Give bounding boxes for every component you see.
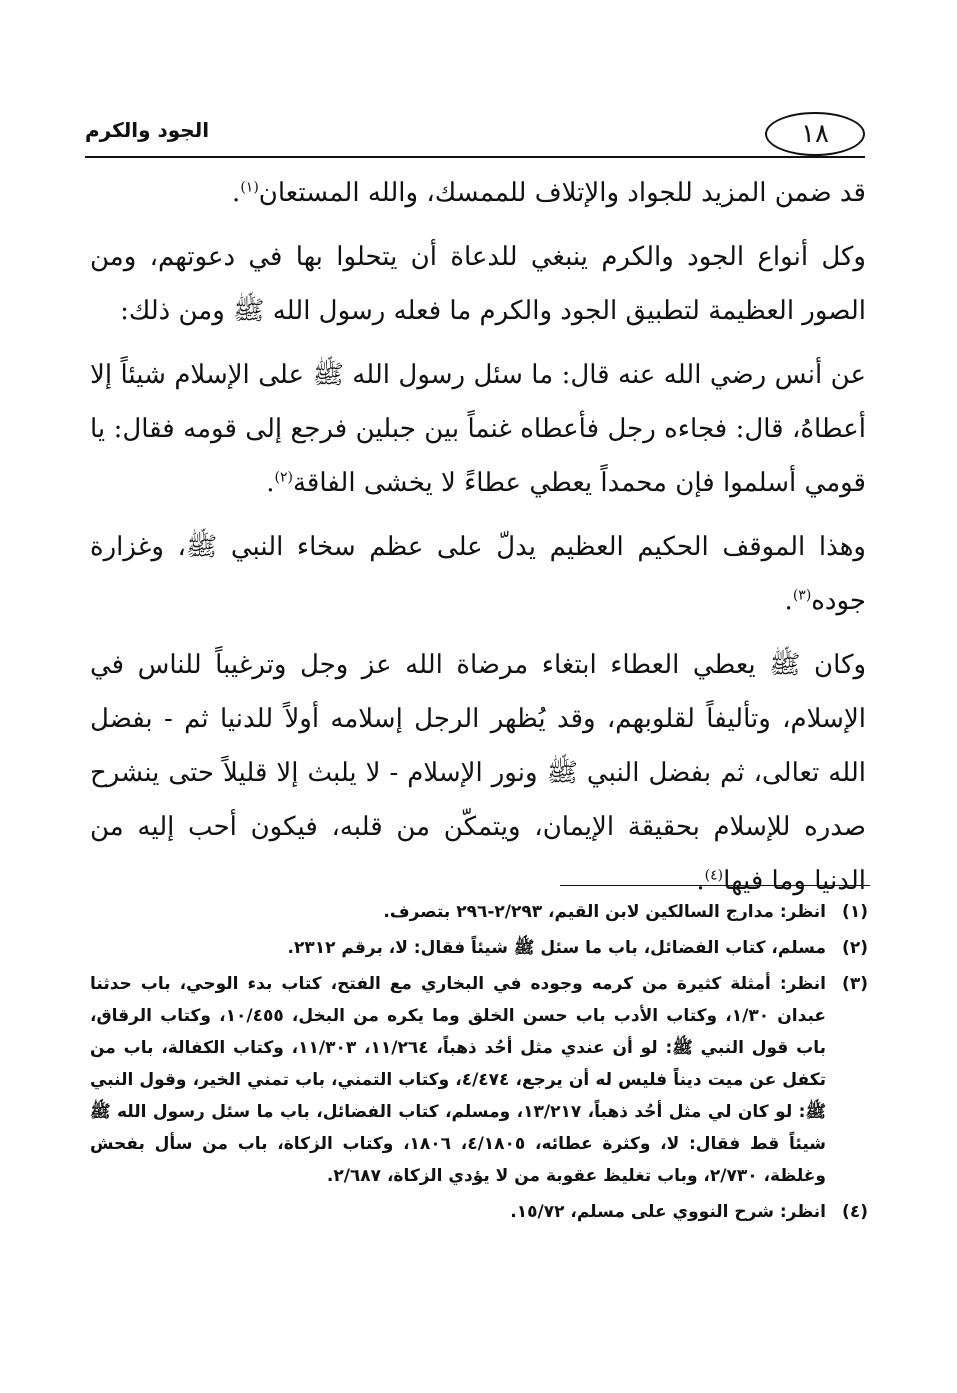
footnote-text: مسلم، كتاب الفضائل، باب ما سئل ﷺ شيئاً فقال: لا، برقم ٢٣١٢. [287,938,826,958]
paragraph [90,638,866,908]
footnote [90,1196,868,1228]
footnote-number: (٢) [842,938,868,958]
footnote-ref: (١) [240,179,259,196]
page-header [85,112,865,160]
footnote-number: (٤) [842,1202,868,1222]
page-number: ١٨ [765,112,865,156]
paragraph [90,520,866,628]
footnote-text: انظر: مدارج السالكين لابن القيم، ٢/٢٩٣-٢٩٦ بتصرف. [383,902,826,922]
footnote-number: (١) [842,902,868,922]
footnote-separator [560,885,870,886]
hadith-paragraph [90,348,866,510]
footnote-number: (٣) [842,974,868,994]
paragraph-end: . [784,586,793,616]
footnote [90,896,868,928]
paragraph [90,166,866,220]
header-rule [85,156,865,158]
footnote-text: انظر: أمثلة كثيرة من كرمه وجوده في البخاري مع الفتح، كتاب بدء الوحي، باب حدثنا عبدان ١/٣٠، وكتاب الأدب باب حسن الخلق وما يكره من البخل، ١٠/٤٥٥، وكتاب الرقاق، باب قول النبي ﷺ: لو أن عندي مثل أحُد ذهباً، ١١/٢٦٤، ١١/٣٠٣، وكتاب الكفالة، باب من تكفل عن ميت ديناً فليس له أن يرجع، ٤/٤٧٤، وكتاب التمني، باب تمني الخير، وقول النبي ﷺ: لو كان لي مثل أحُد ذهباً، ١٣/٢١٧، ومسلم، كتاب الفضائل، باب ما سئل رسول الله ﷺ شيئاً قط فقال: لا، وكثرة عطائه، ٤/١٨٠٥، ١٨٠٦، وكتاب الزكاة، باب من سأل بفحش وغلظة، ٢/٧٣٠، وباب تغليظ عقوبة من لا يؤدي الزكاة، ٢/٦٨٧. [90,974,826,1186]
running-title: الجود والكرم [85,118,210,142]
paragraph-end: . [232,178,241,208]
paragraph [90,230,866,338]
footnote [90,932,868,964]
paragraph-text: وهذا الموقف الحكيم العظيم يدلّ على عظم سخاء النبي ﷺ، وغزارة جوده [90,532,866,616]
paragraph-text: قد ضمن المزيد للجواد والإتلاف للممسك، والله المستعان [258,178,866,208]
footnotes [90,896,868,1232]
paragraph-text: عن أنس رضي الله عنه قال: ما سئل رسول الله ﷺ على الإسلام شيئاً إلا أعطاهُ، قال: فجاءه رجل فأعطاه غنماً بين جبلين فرجع إلى قومه فقال: يا قومي أسلموا فإن محمداً يعطي عطاءً لا يخشى الفاقة [90,360,866,498]
footnote [90,968,868,1192]
paragraph-end: . [266,468,275,498]
paragraph-text: وكل أنواع الجود والكرم ينبغي للدعاة أن يتحلوا بها في دعوتهم، ومن الصور العظيمة لتطبيق الجود والكرم ما فعله رسول الله ﷺ ومن ذلك: [90,242,866,326]
paragraph-end: . [696,866,705,896]
footnote-ref: (٢) [274,469,293,486]
footnote-ref: (٣) [792,587,812,604]
paragraph-text: وكان ﷺ يعطي العطاء ابتغاء مرضاة الله عز وجل وترغيباً للناس في الإسلام، وتأليفاً لقلوبهم، وقد يُظهر الرجل إسلامه أولاً للدنيا ثم - بفضل الله تعالى، ثم بفضل النبي ﷺ ونور الإسلام - لا يلبث إلا قليلاً حتى ينشرح صدره للإسلام بحقيقة الإيمان، ويتمكّن من قلبه، فيكون أحب إليه من الدنيا وما فيها [90,650,866,896]
footnote-text: انظر: شرح النووي على مسلم، ١٥/٧٢. [510,1202,826,1222]
footnote-ref: (٤) [704,867,724,884]
main-text [90,166,866,916]
